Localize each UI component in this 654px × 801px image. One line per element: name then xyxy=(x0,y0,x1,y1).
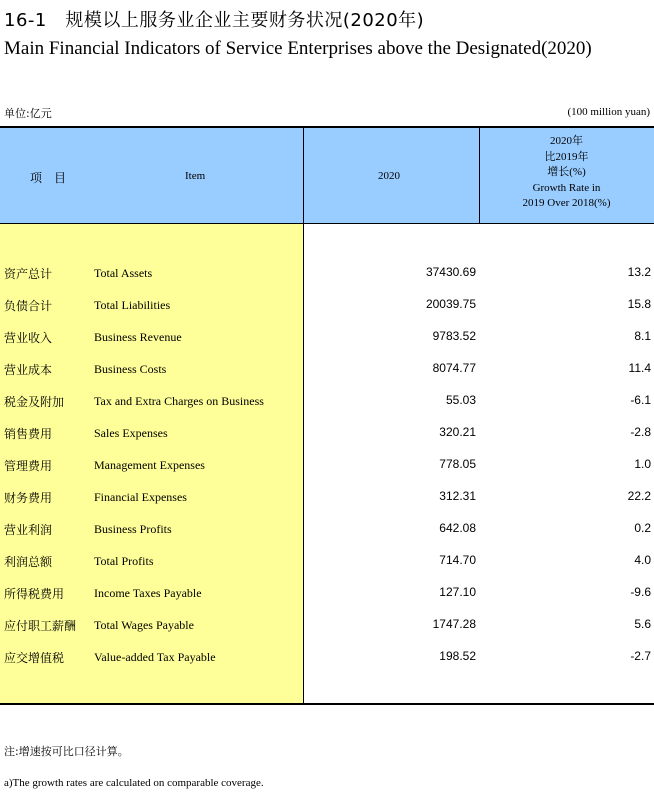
table-row xyxy=(0,455,654,475)
row-value-2020: 55.03 xyxy=(445,393,476,407)
row-label-en: Total Liabilities xyxy=(94,298,171,312)
unit-label-zh: 单位:亿元 xyxy=(4,107,52,120)
row-label-zh: 营业利润 xyxy=(4,523,53,537)
header-growth xyxy=(479,134,654,212)
row-label-zh: 营业成本 xyxy=(4,363,53,377)
row-label-zh: 销售费用 xyxy=(4,427,53,441)
table-row xyxy=(0,615,654,635)
header-item-en: Item xyxy=(185,170,206,182)
header-bottom-rule xyxy=(0,223,654,224)
row-label-en: Sales Expenses xyxy=(94,426,168,440)
table-bottom-rule xyxy=(0,703,654,705)
header-growth-line: 2019 Over 2018(%) xyxy=(522,197,611,209)
row-label-zh: 应付职工薪酬 xyxy=(4,619,77,633)
row-growth-rate: 1.0 xyxy=(634,457,651,471)
table-row xyxy=(0,583,654,603)
unit-label-en: (100 million yuan) xyxy=(567,106,650,118)
header-growth-line: Growth Rate in xyxy=(532,181,601,194)
row-growth-rate: -6.1 xyxy=(630,393,651,407)
table-row xyxy=(0,487,654,507)
row-value-2020: 778.05 xyxy=(439,457,476,471)
row-growth-rate: -2.8 xyxy=(630,425,651,439)
row-label-zh: 负债合计 xyxy=(4,299,53,313)
header-growth-line: 增长(%) xyxy=(547,166,586,178)
row-label-en: Business Profits xyxy=(94,522,172,536)
page-title-en: Main Financial Indicators of Service Enterprises above the Designated(2020) xyxy=(4,38,592,59)
header-item-zh: 项 目 xyxy=(30,171,67,185)
row-value-2020: 642.08 xyxy=(439,521,476,535)
header-year: 2020 xyxy=(378,170,400,182)
row-growth-rate: 15.8 xyxy=(627,297,651,311)
row-label-en: Business Revenue xyxy=(94,330,182,344)
row-label-en: Value-added Tax Payable xyxy=(94,650,216,664)
row-label-zh: 财务费用 xyxy=(4,491,53,505)
row-value-2020: 198.52 xyxy=(439,649,476,663)
row-label-en: Income Taxes Payable xyxy=(94,586,202,600)
row-label-zh: 营业收入 xyxy=(4,331,53,345)
row-growth-rate: -9.6 xyxy=(630,585,651,599)
table-row xyxy=(0,647,654,667)
row-growth-rate: -2.7 xyxy=(630,649,651,663)
financial-table xyxy=(0,126,654,705)
table-top-rule xyxy=(0,126,654,128)
row-label-zh: 资产总计 xyxy=(4,267,53,281)
row-label-zh: 所得税费用 xyxy=(4,587,65,601)
table-row xyxy=(0,551,654,571)
table-row xyxy=(0,359,654,379)
table-row xyxy=(0,423,654,443)
footnote-en: a)The growth rates are calculated on comparable coverage. xyxy=(4,777,264,789)
table-row xyxy=(0,295,654,315)
row-label-en: Total Profits xyxy=(94,554,154,568)
row-value-2020: 37430.69 xyxy=(425,265,476,279)
row-growth-rate: 4.0 xyxy=(634,553,651,567)
row-label-en: Management Expenses xyxy=(94,458,205,472)
header-growth-line: 比2019年 xyxy=(544,150,589,163)
row-label-en: Total Wages Payable xyxy=(94,618,194,632)
table-row xyxy=(0,327,654,347)
row-growth-rate: 22.2 xyxy=(627,489,651,503)
row-label-zh: 应交增值税 xyxy=(4,651,65,665)
row-value-2020: 312.31 xyxy=(439,489,476,503)
row-label-zh: 税金及附加 xyxy=(4,395,65,409)
page-title-zh: 16-1 规模以上服务业企业主要财务状况(2020年) xyxy=(4,10,425,31)
row-growth-rate: 8.1 xyxy=(634,329,651,343)
row-label-en: Business Costs xyxy=(94,362,167,376)
row-value-2020: 127.10 xyxy=(439,585,476,599)
row-growth-rate: 0.2 xyxy=(634,521,651,535)
row-growth-rate: 5.6 xyxy=(634,617,651,631)
row-label-zh: 管理费用 xyxy=(4,459,53,473)
row-label-zh: 利润总额 xyxy=(4,555,53,569)
row-value-2020: 9783.52 xyxy=(432,329,476,343)
row-label-en: Total Assets xyxy=(94,266,153,280)
row-value-2020: 8074.77 xyxy=(432,361,476,375)
row-growth-rate: 11.4 xyxy=(628,361,651,375)
row-label-en: Tax and Extra Charges on Business xyxy=(94,394,264,408)
row-value-2020: 1747.28 xyxy=(432,617,476,631)
table-row xyxy=(0,263,654,283)
row-value-2020: 714.70 xyxy=(439,553,476,567)
header-growth-line: 2020年 xyxy=(550,135,583,147)
row-value-2020: 320.21 xyxy=(439,425,476,439)
footnote-zh: 注:增速按可比口径计算。 xyxy=(4,745,129,758)
row-growth-rate: 13.2 xyxy=(627,265,651,279)
row-value-2020: 20039.75 xyxy=(425,297,476,311)
row-label-en: Financial Expenses xyxy=(94,490,187,504)
table-row xyxy=(0,391,654,411)
table-row xyxy=(0,519,654,539)
